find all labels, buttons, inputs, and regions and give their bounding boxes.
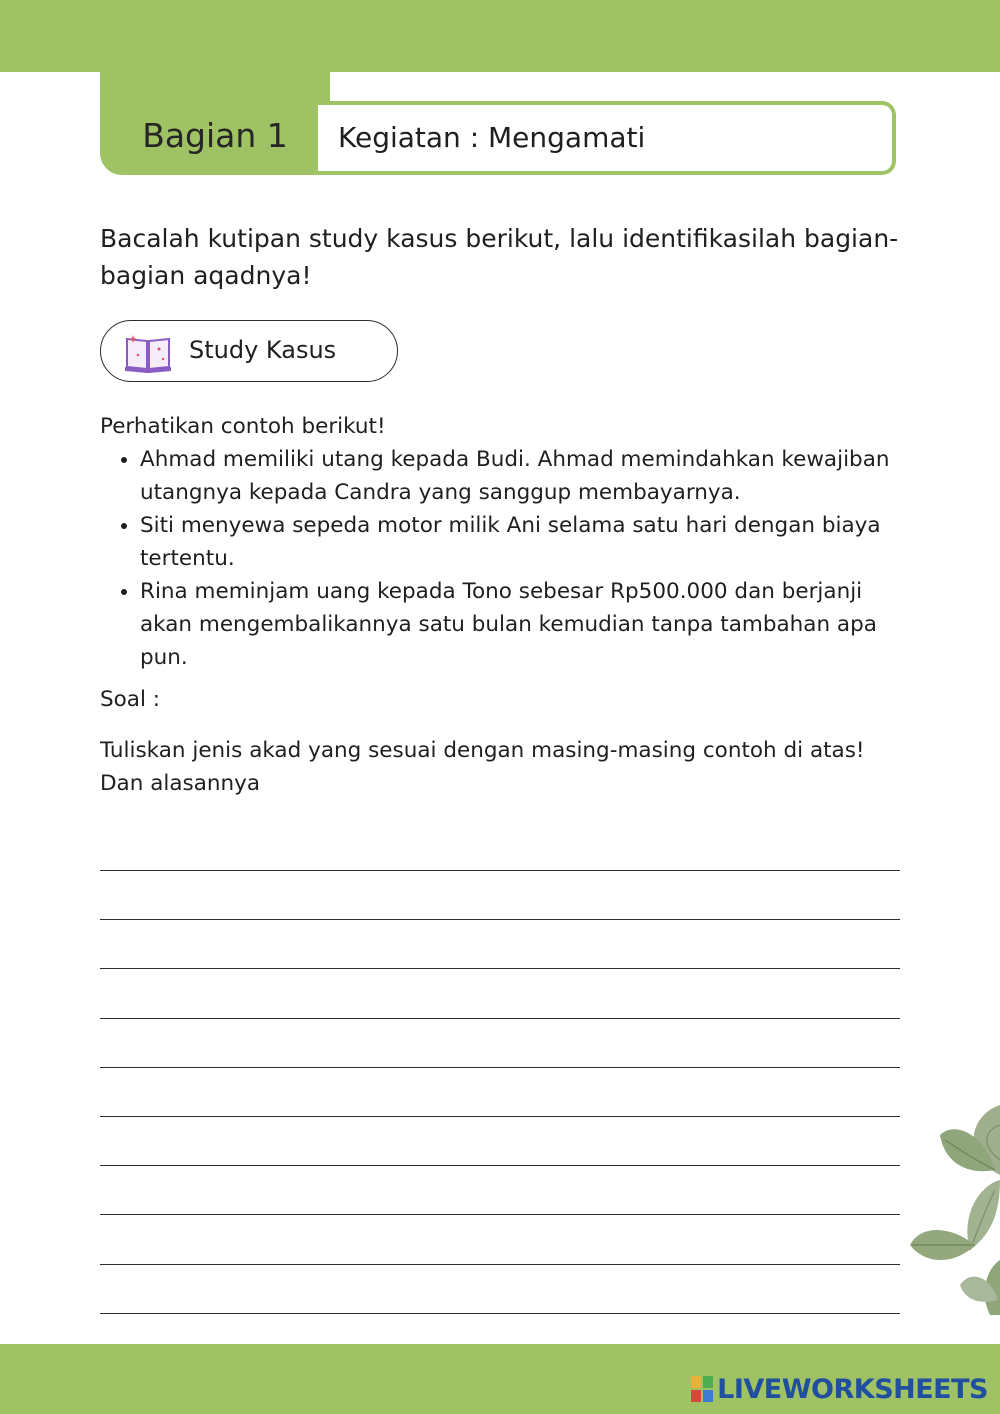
- instruction-text: Bacalah kutipan study kasus berikut, lalu identifikasilah bagian-bagian aqadnya!: [100, 224, 899, 290]
- list-item: • Ahmad memiliki utang kepada Budi. Ahmad memindahkan kewajiban utangnya kepada Candra yang sanggup membayarnya.: [140, 443, 910, 509]
- leaf-decoration-icon: [900, 1085, 1000, 1315]
- activity-title-box: [318, 101, 896, 175]
- activity-label: Kegiatan : Mengamati: [338, 121, 646, 154]
- examples-intro: Perhatikan contoh berikut!: [100, 414, 386, 439]
- answer-line[interactable]: [100, 1214, 900, 1215]
- case-examples: [100, 410, 910, 674]
- answer-line[interactable]: [100, 1116, 900, 1117]
- question-text: Tuliskan jenis akad yang sesuai dengan masing-masing contoh di atas! Dan alasannya: [100, 738, 865, 796]
- answer-line[interactable]: [100, 1165, 900, 1166]
- section-label: Bagian 1: [142, 116, 288, 155]
- list-item: • Siti menyewa sepeda motor milik Ani selama satu hari dengan biaya tertentu.: [140, 509, 910, 575]
- answer-line[interactable]: [100, 1313, 900, 1314]
- brand-name: LIVEWORKSHEETS: [717, 1373, 988, 1405]
- top-green-band: [0, 0, 1000, 72]
- list-item: • Rina meminjam uang kepada Tono sebesar Rp500.000 dan berjanji akan mengembalikannya satu bulan kemudian tanpa tambahan apa pun.: [140, 575, 910, 674]
- open-book-icon: [123, 331, 173, 373]
- section-tab: [100, 72, 330, 175]
- answer-line[interactable]: [100, 968, 900, 969]
- liveworksheets-logo-icon: [691, 1376, 713, 1402]
- study-case-badge: [100, 320, 398, 382]
- soal-label: Soal :: [100, 687, 161, 712]
- examples-list: [100, 443, 910, 674]
- answer-line[interactable]: [100, 1067, 900, 1068]
- study-case-label: Study Kasus: [189, 336, 337, 364]
- answer-line[interactable]: [100, 1264, 900, 1265]
- branding: [691, 1372, 988, 1406]
- answer-line[interactable]: [100, 1018, 900, 1019]
- answer-line[interactable]: [100, 870, 900, 871]
- answer-line[interactable]: [100, 919, 900, 920]
